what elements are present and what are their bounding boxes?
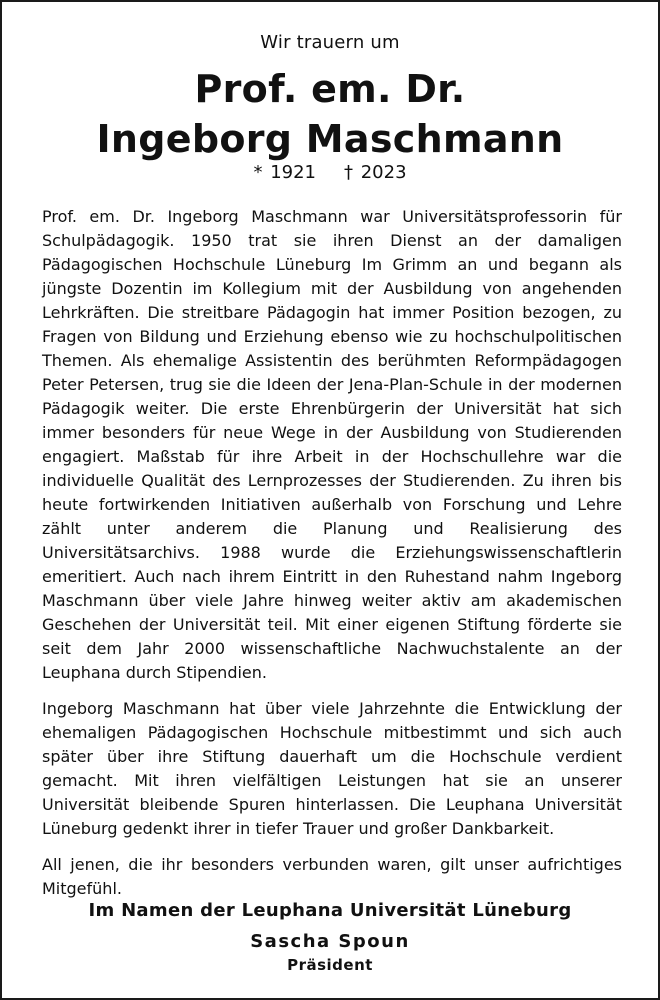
paragraph-condolence: All jenen, die ihr besonders verbunden waren, gilt unser aufrichtiges Mitgefühl. bbox=[42, 855, 622, 898]
paragraph-biography: Prof. em. Dr. Ingeborg Maschmann war Universitätsprofessorin für Schulpädagogik. 1950 trat sie ihren Dienst an der damaligen Pädagogischen Hochschule Lüneburg Im Grimm an und begann als jüngste Dozentin im Kollegium mit der Ausbildung von angehenden Lehrkräften. Die streitbare Pädagogin hat immer Position bezogen, zu Fragen von Bildung und Erziehung ebenso wie zu hochschulpolitischen Themen. Als ehemalige Assistentin des berühmten Reformpädagogen Peter Petersen, trug sie die Ideen der Jena-Plan-Schule in der modernen Pädagogik weiter. Die erste Ehrenbürgerin der Universität hat sich immer besonders für neue Wege in der Ausbildung von Studierenden engagiert. Maßstab für ihre Arbeit in der Hochschullehre war die individuelle Qualität des Lernprozesses der Studierenden. Zu ihren bis heute fortwirkenden Initiativen außerhalb von Forschung und Lehre zählt unter anderem die Planung und Realisierung des Universitätsarchivs. 1988 wurde die Erziehungswissenschaftlerin emeritiert. Auch nach ihrem Eintritt in den Ruhestand nahm Ingeborg Maschmann über viele Jahre hinweg weiter aktiv am akademischen Geschehen der Universität teil. Mit einer eigenen Stiftung förderte sie seit dem Jahr 2000 wissenschaftliche Nachwuchstalente an der Leuphana durch Stipendien. bbox=[42, 207, 622, 682]
life-dates bbox=[2, 162, 658, 183]
death-year: † 2023 bbox=[344, 162, 407, 183]
birth-year: * 1921 bbox=[253, 162, 316, 183]
intro-text: Wir trauern um bbox=[260, 32, 400, 53]
signature-name: Sascha Spoun bbox=[250, 931, 410, 952]
signature-institution: Im Namen der Leuphana Universität Lüneburg bbox=[88, 900, 572, 921]
signature-role: Präsident bbox=[287, 956, 373, 974]
obituary-body bbox=[42, 205, 622, 913]
deceased-title: Prof. em. Dr. bbox=[194, 67, 466, 111]
paragraph-tribute: Ingeborg Maschmann hat über viele Jahrzehnte die Entwicklung der ehemaligen Pädagogischen Hochschule mitbestimmt und sich auch später über ihre Stiftung dauerhaft um die Hochschule verdient gemacht. Mit ihren vielfältigen Leistungen hat sie an unserer Universität bleibende Spuren hinterlassen. Die Leuphana Universität Lüneburg gedenkt ihrer in tiefer Trauer und großer Dankbarkeit. bbox=[42, 699, 622, 838]
deceased-name: Ingeborg Maschmann bbox=[96, 117, 564, 161]
